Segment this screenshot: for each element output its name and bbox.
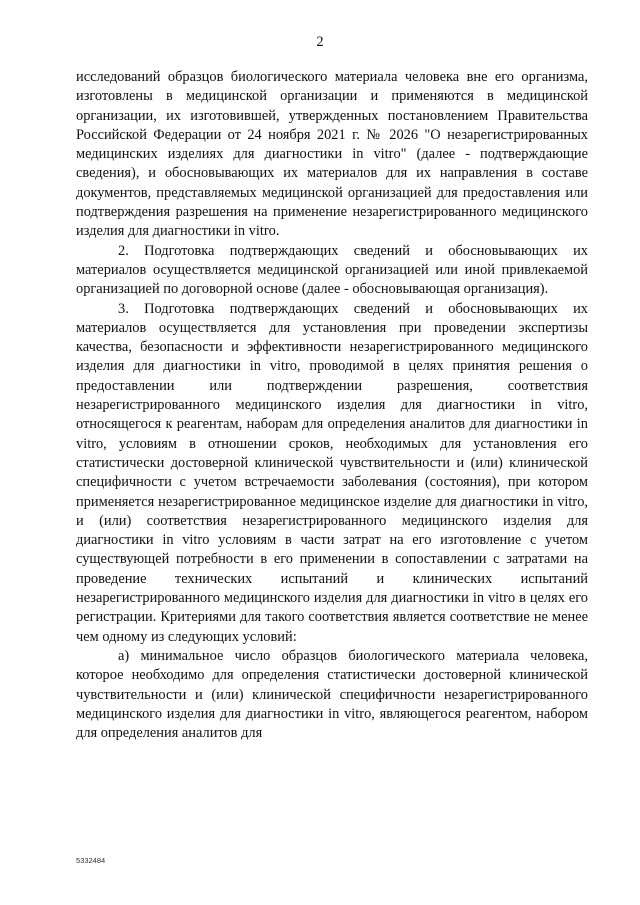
paragraph-item-2: 2. Подготовка подтверждающих сведений и обосновывающих их материалов осуществляется медицинской организацией или иной привлекаемой организацией по договорной основе (далее - обосновывающая организация). xyxy=(76,242,588,298)
paragraph-item-3: 3. Подготовка подтверждающих сведений и обосновывающих их материалов осуществляется для установления при проведении экспертизы качества, безопасности и эффективности незарегистрированного медицинского изделия для диагностики in vitro, проводимой в целях принятия решения о предоставлении или подтверждении разрешения, соответствия незарегистрированного медицинского изделия для диагностики in vitro, относящегося к реагентам, наборам для определения аналитов для диагностики in vitro, условиям в отношении сроков, необходимых для установления его статистически достоверной клинической чувствительности и (или) клинической специфичности с учетом встречаемости заболевания (состояния), при котором применяется незарегистрированное медицинское изделие для диагностики in vitro, и (или) соответствия незарегистрированного медицинского изделия для диагностики in vitro условиям в части затрат на его изготовление с учетом существующей потребности в его применении в сопоставлении с затратами на проведение технических испытаний и клинических испытаний незарегистрированного медицинского изделия для диагностики in vitro в целях его регистрации. Критериями для такого соответствия является соответствие не менее чем одному из следующих условий: xyxy=(76,300,588,645)
paragraph-subitem-a: а) минимальное число образцов биологического материала человека, которое необходимо для определения статистически достоверной клинической чувствительности и (или) клинической специфичности незарегистрированного медицинского изделия для диагностики in vitro, являющегося реагентом, набором для определения аналитов для xyxy=(76,647,588,742)
page-number: 2 xyxy=(316,34,324,50)
document-code: 5332484 xyxy=(76,856,106,865)
paragraph-continuation: исследований образцов биологического материала человека вне его организма, изготовлены в медицинской организации и применяются в медицинской организации, их изготовившей, утвержденных постановлением Правительства Российской Федерации от 24 ноября 2021 г. № 2026 "О незарегистрированных медицинских изделиях для диагностики in vitro" (далее - подтверждающие сведения), и обосновывающих их материалов для их направления в составе документов, представляемых медицинской организацией для предоставления или подтверждения разрешения на применение незарегистрированного медицинского изделия для диагностики in vitro. xyxy=(76,69,588,240)
document-body xyxy=(76,68,588,743)
